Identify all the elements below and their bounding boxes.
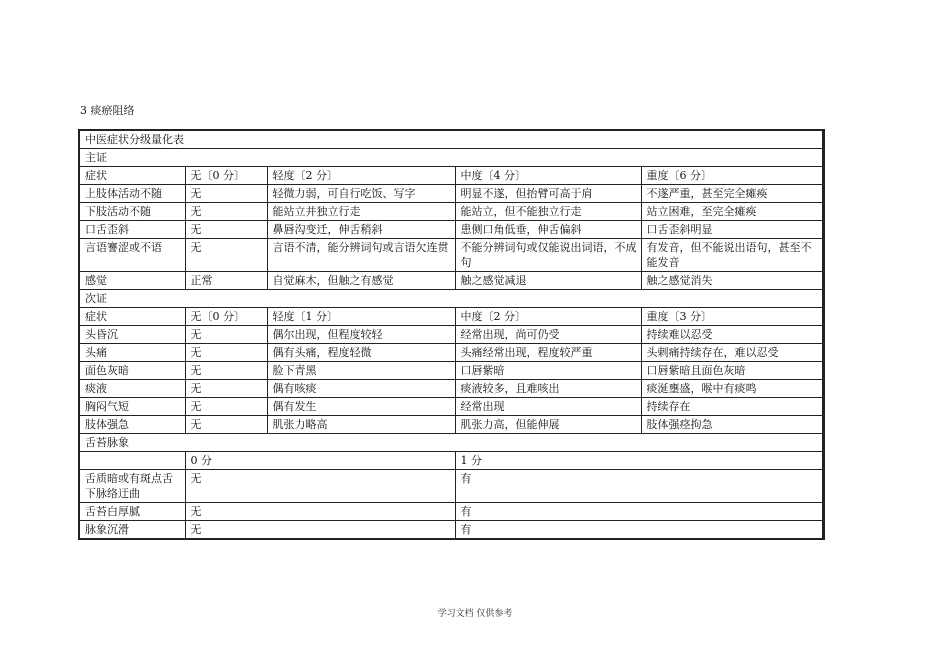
table-row-cell: 脉象沉滑 <box>79 521 185 540</box>
table-row-cell: 能站立并独立行走 <box>267 203 455 221</box>
table-row <box>79 185 823 203</box>
secondary-section-row-cell: 次证 <box>79 290 823 308</box>
table-row-cell: 患侧口角低垂，伸舌偏斜 <box>455 221 641 239</box>
secondary-header-row-cell: 症状 <box>79 308 185 326</box>
table-row-cell: 脸下青黑 <box>267 362 455 380</box>
table-row-cell: 头痛经常出现，程度较严重 <box>455 344 641 362</box>
secondary-header-row-cell: 无〔0 分〕 <box>185 308 267 326</box>
table-row-cell: 肢体强痉拘急 <box>641 416 823 434</box>
tongue-header-row-cell: 0 分 <box>185 452 455 470</box>
tongue-section-row-cell: 舌苔脉象 <box>79 434 823 452</box>
table-row-cell: 痰液较多，且难咳出 <box>455 380 641 398</box>
table-row-cell: 头昏沉 <box>79 326 185 344</box>
main-header-row <box>79 167 823 185</box>
table-row-cell: 不遂严重，甚至完全瘫痪 <box>641 185 823 203</box>
table-row <box>79 221 823 239</box>
table-row-cell: 经常出现，尚可仍受 <box>455 326 641 344</box>
table-row <box>79 239 823 272</box>
table-row-cell: 持续难以忍受 <box>641 326 823 344</box>
table-row-cell: 鼻唇沟变迁，伸舌稍斜 <box>267 221 455 239</box>
secondary-header-row-cell: 中度〔2 分〕 <box>455 308 641 326</box>
table-row-cell: 经常出现 <box>455 398 641 416</box>
table-row <box>79 416 823 434</box>
tongue-header-row <box>79 452 823 470</box>
table-title-row <box>79 130 823 149</box>
table-row <box>79 344 823 362</box>
table-row-cell: 触之感觉消失 <box>641 272 823 290</box>
table-row-cell: 偶有发生 <box>267 398 455 416</box>
table-row <box>79 503 823 521</box>
table-row-cell: 有发音，但不能说出语句，甚至不能发音 <box>641 239 823 272</box>
table-row-cell: 肌张力高，但能伸展 <box>455 416 641 434</box>
table-row-cell: 无 <box>185 503 455 521</box>
table-row-cell: 站立困难，至完全瘫痪 <box>641 203 823 221</box>
table-row <box>79 521 823 540</box>
table-row-cell: 头剌痛持续存在，难以忍受 <box>641 344 823 362</box>
table-row-cell: 无 <box>185 221 267 239</box>
table-row-cell: 无 <box>185 185 267 203</box>
table-row-cell: 上肢体活动不随 <box>79 185 185 203</box>
table-row-cell: 有 <box>455 521 823 540</box>
table-row-cell: 正常 <box>185 272 267 290</box>
main-header-row-cell: 无〔0 分〕 <box>185 167 267 185</box>
secondary-header-row-cell: 轻度〔1 分〕 <box>267 308 455 326</box>
table-row-cell: 偶有咳痰 <box>267 380 455 398</box>
table-row-cell: 肌张力略高 <box>267 416 455 434</box>
table-row-cell: 口唇紫暗 <box>455 362 641 380</box>
table-row-cell: 舌苔白厚腻 <box>79 503 185 521</box>
secondary-header-row-cell: 重度〔3 分〕 <box>641 308 823 326</box>
main-header-row-cell: 轻度〔2 分〕 <box>267 167 455 185</box>
tongue-header-row-cell: 1 分 <box>455 452 823 470</box>
main-header-row-cell: 症状 <box>79 167 185 185</box>
tongue-header-row-cell <box>79 452 185 470</box>
table-row-cell: 轻微力弱，可自行吃饭、写字 <box>267 185 455 203</box>
table-row <box>79 470 823 503</box>
table-row-cell: 有 <box>455 503 823 521</box>
table-title-row-cell: 中医症状分级量化表 <box>79 130 823 149</box>
table-row <box>79 272 823 290</box>
table-row-cell: 口舌歪斜明显 <box>641 221 823 239</box>
table-row-cell: 无 <box>185 470 455 503</box>
page-footer: 学习文档 仅供参考 <box>437 609 513 619</box>
table-row-cell: 胸闷气短 <box>79 398 185 416</box>
table-row <box>79 398 823 416</box>
table-row-cell: 自觉麻木，但触之有感觉 <box>267 272 455 290</box>
secondary-header-row <box>79 308 823 326</box>
main-header-row-cell: 重度〔6 分〕 <box>641 167 823 185</box>
table-row-cell: 肢体强急 <box>79 416 185 434</box>
main-section-row <box>79 149 823 167</box>
table-row-cell: 无 <box>185 239 267 272</box>
table-row-cell: 痰涎壅盛，喉中有痰鸣 <box>641 380 823 398</box>
table-row-cell: 无 <box>185 203 267 221</box>
table-row-cell: 无 <box>185 344 267 362</box>
table-row <box>79 362 823 380</box>
table-row-cell: 持续存在 <box>641 398 823 416</box>
table-row-cell: 言语謇涩或不语 <box>79 239 185 272</box>
table-row-cell: 无 <box>185 521 455 540</box>
secondary-section-row <box>79 290 823 308</box>
table-row-cell: 能站立，但不能独立行走 <box>455 203 641 221</box>
tcm-symptom-grading-table <box>78 129 825 540</box>
main-section-row-cell: 主证 <box>79 149 823 167</box>
table-row-cell: 偶有头痛，程度轻微 <box>267 344 455 362</box>
main-header-row-cell: 中度〔4 分〕 <box>455 167 641 185</box>
table-row-cell: 言语不清，能分辨词句或言语欠连贯 <box>267 239 455 272</box>
table-row-cell: 舌质暗或有斑点舌下脉络迂曲 <box>79 470 185 503</box>
table-row-cell: 无 <box>185 398 267 416</box>
table-row-cell: 不能分辨词句或仅能说出词语，不成句 <box>455 239 641 272</box>
table-row-cell: 无 <box>185 380 267 398</box>
table-row-cell: 触之感觉减退 <box>455 272 641 290</box>
section-heading: 3 痰瘀阻络 <box>80 104 135 117</box>
table-row-cell: 有 <box>455 470 823 503</box>
table-row-cell: 无 <box>185 416 267 434</box>
table-row-cell: 下肢活动不随 <box>79 203 185 221</box>
table-row <box>79 326 823 344</box>
table-body <box>79 130 823 539</box>
table-row-cell: 无 <box>185 362 267 380</box>
table-row-cell: 偶尔出现，但程度较轻 <box>267 326 455 344</box>
tongue-section-row <box>79 434 823 452</box>
table-row-cell: 头痛 <box>79 344 185 362</box>
table-row <box>79 203 823 221</box>
table-row-cell: 口唇紫暗且面色灰暗 <box>641 362 823 380</box>
table-row-cell: 无 <box>185 326 267 344</box>
table-row-cell: 口舌歪斜 <box>79 221 185 239</box>
table-row-cell: 明显不遂，但抬臂可高于肩 <box>455 185 641 203</box>
table-row-cell: 面色灰暗 <box>79 362 185 380</box>
table-row-cell: 痰液 <box>79 380 185 398</box>
table-row-cell: 感觉 <box>79 272 185 290</box>
table-row <box>79 380 823 398</box>
